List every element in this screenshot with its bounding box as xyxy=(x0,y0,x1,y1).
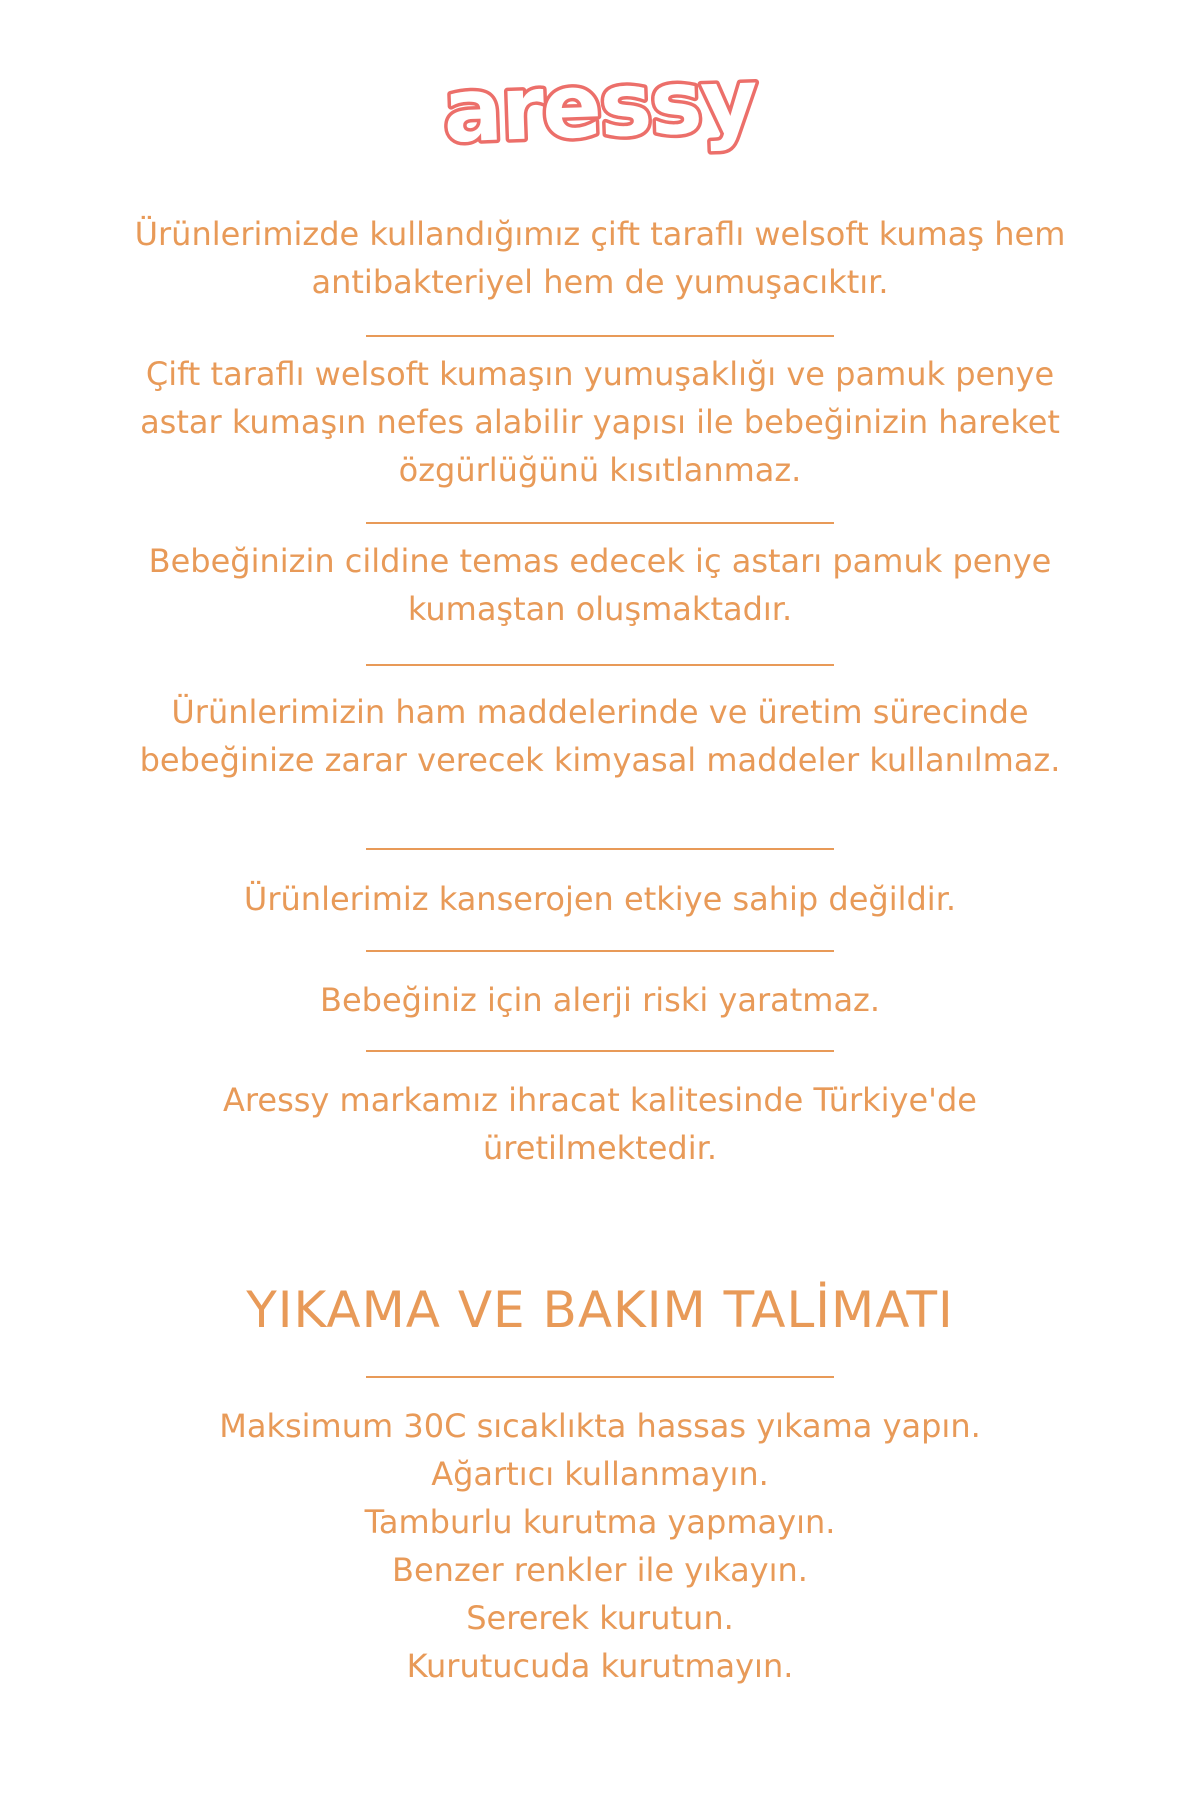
feature-text-1 xyxy=(120,210,1080,306)
care-instruction: Benzer renkler ile yıkayın. xyxy=(392,1551,808,1589)
section-divider xyxy=(366,848,834,850)
section-divider xyxy=(366,522,834,524)
care-instruction: Kurutucuda kurutmayın. xyxy=(406,1647,794,1685)
feature-paragraph: Bebeğinizin cildine temas edecek iç astarı pamuk penye kumaştan oluşmaktadır. xyxy=(148,542,1052,628)
care-instruction: Maksimum 30C sıcaklıkta hassas yıkama yapın. xyxy=(219,1407,981,1445)
feature-text-4 xyxy=(120,688,1080,784)
section-divider xyxy=(366,950,834,952)
feature-paragraph: Ürünlerimizin ham maddelerinde ve üretim sürecinde bebeğinize zarar verecek kimyasal maddeler kullanılmaz. xyxy=(139,693,1061,779)
feature-text-7 xyxy=(120,1076,1080,1172)
brand-logo-graphic xyxy=(441,48,758,168)
brand-logo xyxy=(441,48,758,168)
care-instruction: Ağartıcı kullanmayın. xyxy=(431,1455,769,1493)
care-instruction: Sererek kurutun. xyxy=(466,1599,734,1637)
section-divider xyxy=(366,664,834,666)
feature-paragraph: Çift taraflı welsoft kumaşın yumuşaklığı ve pamuk penye astar kumaşın nefes alabilir yapısı ile bebeğinizin hareket özgürlüğünü kısıtlanmaz. xyxy=(140,355,1060,489)
feature-paragraph: Ürünlerimizde kullandığımız çift taraflı welsoft kumaş hem antibakteriyel hem de yumuşacıktır. xyxy=(134,215,1066,301)
feature-paragraph: Aressy markamız ihracat kalitesinde Türkiye'de üretilmektedir. xyxy=(223,1081,977,1167)
feature-text-3 xyxy=(120,537,1080,633)
section-divider xyxy=(366,1376,834,1378)
feature-text-6 xyxy=(120,976,1080,1024)
care-instructions-list xyxy=(120,1402,1080,1690)
feature-paragraph: Ürünlerimiz kanserojen etkiye sahip değildir. xyxy=(243,880,957,918)
care-instruction: Tamburlu kurutma yapmayın. xyxy=(364,1503,836,1541)
section-divider xyxy=(366,335,834,337)
section-divider xyxy=(366,1050,834,1052)
brand-logo-text: aressy xyxy=(441,48,758,163)
care-instructions-title: YIKAMA VE BAKIM TALİMATI xyxy=(246,1281,954,1339)
feature-paragraph: Bebeğiniz için alerji riski yaratmaz. xyxy=(319,981,881,1019)
feature-text-5 xyxy=(120,875,1080,923)
feature-text-2 xyxy=(120,350,1080,494)
